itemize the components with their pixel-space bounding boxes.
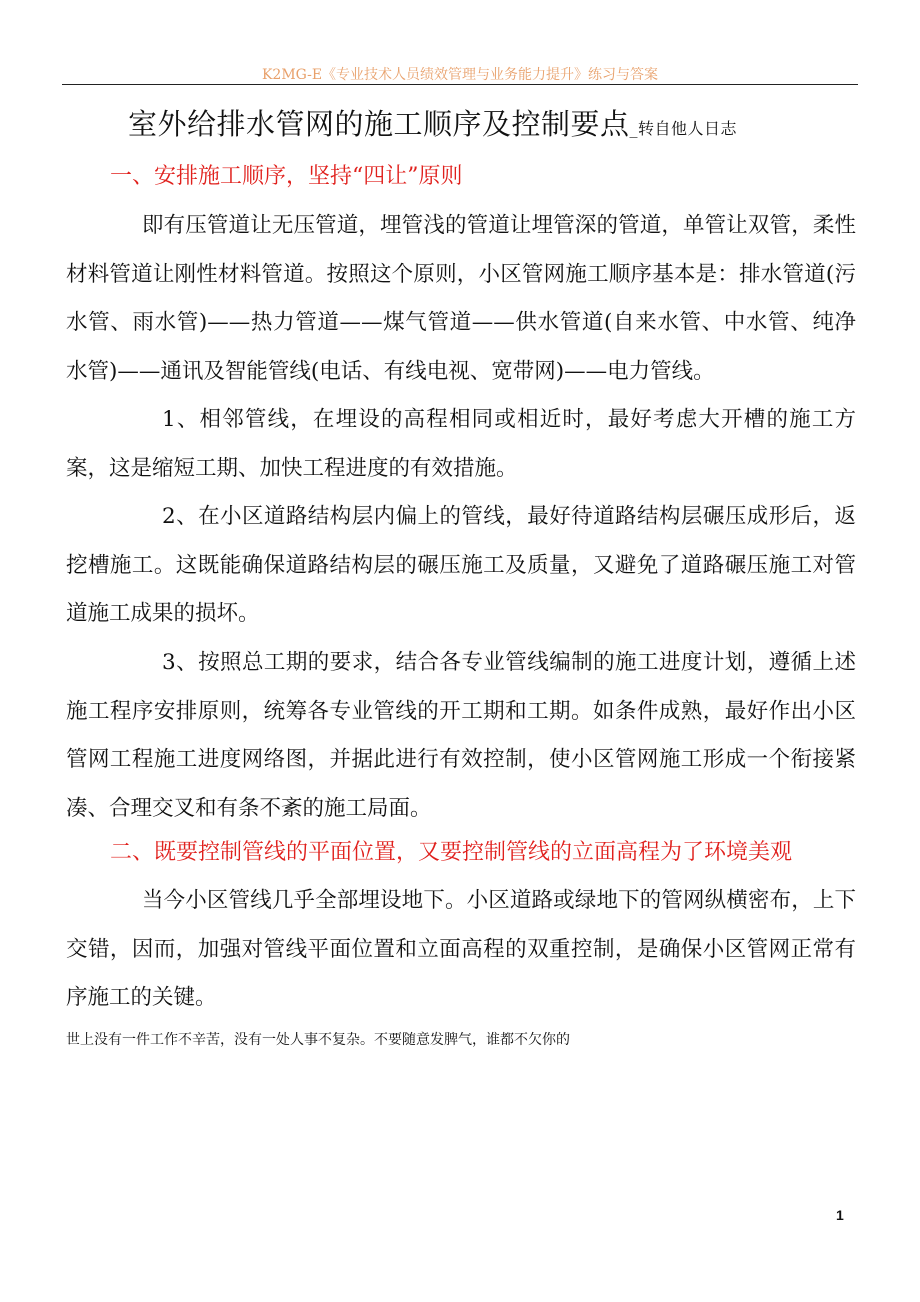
section-1-paragraph-1: 即有压管道让无压管道，埋管浅的管道让埋管深的管道，单管让双管，柔性材料管道让刚性材料管道。按照这个原则，小区管网施工顺序基本是：排水管道(污水管、雨水管)——热力管道——煤气管道——供水管道(自来水管、中水管、纯净水管)——通讯及智能管线(电话、有线电视、宽带网)——电力管线。 bbox=[66, 213, 856, 384]
section-heading-2: 二、既要控制管线的平面位置，又要控制管线的立面高程为了环境美观 bbox=[110, 840, 793, 865]
footer-note: 世上没有一件工作不辛苦，没有一处人事不复杂。不要随意发脾气，谁都不欠你的 bbox=[66, 1032, 570, 1048]
title-suffix: _转自他人日志 bbox=[629, 119, 738, 138]
section-1-paragraph-4: 3、按照总工期的要求，结合各专业管线编制的施工进度计划，遵循上述施工程序安排原则，统筹各专业管线的开工期和工期。如条件成熟，最好作出小区管网工程施工进度网络图，并据此进行有效控制，使小区管网施工形成一个衔接紧凑、合理交叉和有条不紊的施工局面。 bbox=[66, 650, 856, 821]
section-1-paragraph-2: 1、相邻管线，在埋设的高程相同或相近时，最好考虑大开槽的施工方案，这是缩短工期、加快工程进度的有效措施。 bbox=[66, 407, 856, 481]
section-heading-1: 一、安排施工顺序，坚持“四让”原则 bbox=[110, 164, 463, 189]
section-1-paragraph-3: 2、在小区道路结构层内偏上的管线，最好待道路结构层碾压成形后，返挖槽施工。这既能确保道路结构层的碾压施工及质量，又避免了道路碾压施工对管道施工成果的损坏。 bbox=[66, 504, 856, 626]
section-2-paragraph-1: 当今小区管线几乎全部埋设地下。小区道路或绿地下的管网纵横密布，上下交错，因而，加强对管线平面位置和立面高程的双重控制，是确保小区管网正常有序施工的关键。 bbox=[66, 888, 856, 1010]
page-header: K2MG-E《专业技术人员绩效管理与业务能力提升》练习与答案 bbox=[261, 67, 659, 83]
document-title bbox=[128, 104, 737, 149]
header-rule bbox=[62, 84, 858, 85]
page-number: 1 bbox=[836, 1207, 844, 1223]
title-main: 室外给排水管网的施工顺序及控制要点 bbox=[128, 107, 630, 141]
